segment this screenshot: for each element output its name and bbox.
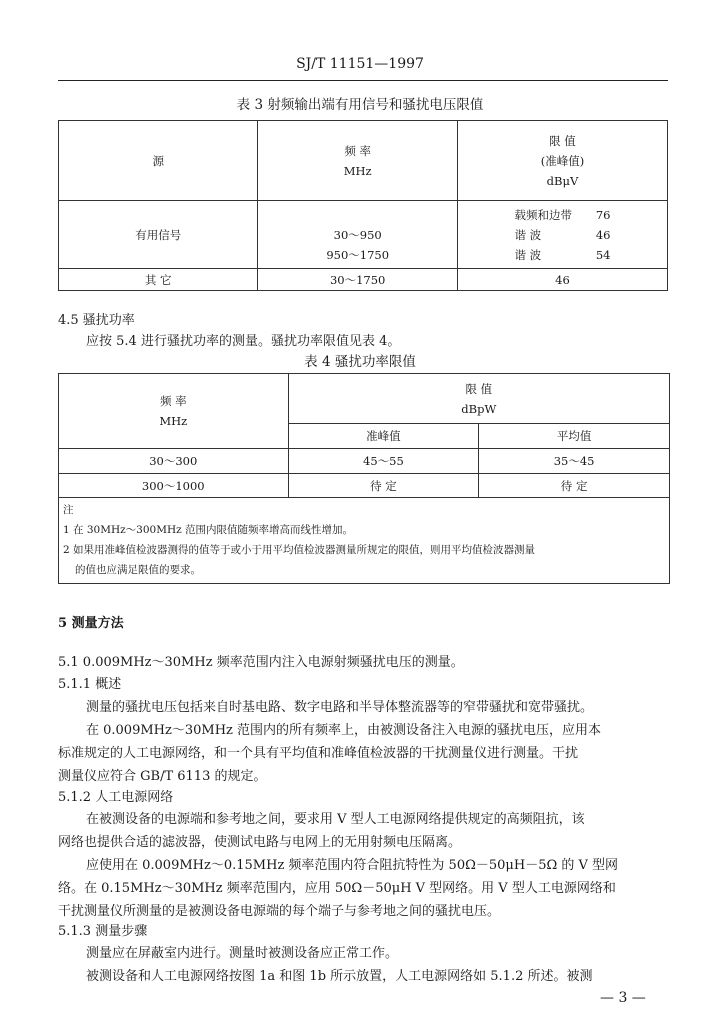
table3-row2-freq: 30～1750: [258, 269, 458, 291]
section-5-heading: 5 测量方法: [58, 616, 124, 631]
table4-row2-avg: 待 定: [479, 474, 670, 498]
table4: [58, 373, 670, 584]
table4-row1-freq: 30～300: [59, 449, 289, 474]
table3-caption: 表 3 射频输出端有用信号和骚扰电压限值: [236, 97, 484, 113]
section-4-5-text: 应按 5.4 进行骚扰功率的测量。骚扰功率限值见表 4。: [86, 334, 401, 349]
section-4-5-heading: 4.5 骚扰功率: [58, 313, 135, 328]
section-5-1-1-body: 测量的骚扰电压包括来自时基电路、数字电路和半导体整流器等的窄带骚扰和宽带骚扰。 在 0.009MHz～30MHz 范围内的所有频率上，由被测设备注入电源的骚扰电压，应用本 标准规定的人工电源网络，和一个具有平均值和准峰值检波器的干扰测量仪进行测量。干扰 测量仪应符合 GB/T 6113 的规定。: [58, 700, 602, 784]
standard-number: SJ/T 11151—1997: [296, 56, 424, 72]
table3-row2-limit: 46: [457, 269, 667, 291]
section-5-1-1-heading: 5.1.1 概述: [58, 677, 122, 692]
section-5-1-2-heading: 5.1.2 人工电源网络: [58, 790, 174, 805]
table4-header-qp: 准峰值: [288, 424, 479, 449]
table3-header-freq: 频 率 MHz: [258, 121, 458, 201]
section-5-1-2-body: 在被测设备的电源端和参考地之间，要求用 V 型人工电源网络提供规定的高频阻抗，该 网络也提供合适的滤波器，使测试电路与电网上的无用射频电压隔离。 应使用在 0.009MHz～0.15MHz 频率范围内符合阻抗特性为 50Ω－50μH－5Ω 的 V 型网 络。在 0.15MHz～30MHz 频率范围内，应用 50Ω－50μH V 型网络。用 V 型人工电源网络和 干扰测量仪所测量的是被测设备电源端的每个端子与参考地之间的骚扰电压。: [58, 812, 619, 919]
table3-row1-freq: 30～950 950～1750: [258, 201, 458, 269]
table4-row1-qp: 45～55: [288, 449, 479, 474]
table4-row1-avg: 35～45: [479, 449, 670, 474]
table4-notes: 注 1 在 30MHz～300MHz 范围内限值随频率增高而线性增加。 2 如果用准峰值检波器测得的值等于或小于用平均值检波器测量所规定的限值，则用平均值检波器测量 的值也应满足限值的要求。: [59, 498, 670, 584]
table4-row2-freq: 300～1000: [59, 474, 289, 498]
table4-row2-qp: 待 定: [288, 474, 479, 498]
table3-row2-source: 其 它: [59, 269, 258, 291]
table3-row1-source: 有用信号: [59, 201, 258, 269]
header-rule: [58, 80, 668, 81]
table3-header-limit: 限 值 (准峰值) dBμV: [457, 121, 667, 201]
section-5-1-heading: 5.1 0.009MHz～30MHz 频率范围内注入电源射频骚扰电压的测量。: [58, 655, 464, 670]
table3: [58, 120, 668, 291]
table3-header-source: 源: [59, 121, 258, 201]
section-5-1-3-body: 测量应在屏蔽室内进行。测量时被测设备应正常工作。 被测设备和人工电源网络按图 1a 和图 1b 所示放置，人工电源网络如 5.1.2 所述。被测: [86, 946, 593, 984]
table4-header-limit: 限 值 dBpW: [288, 374, 669, 424]
table4-caption: 表 4 骚扰功率限值: [304, 354, 416, 370]
table4-header-avg: 平均值: [479, 424, 670, 449]
table3-row1-limits: 载频和边带 76 谐 波 46 谐 波 54: [457, 201, 667, 269]
table4-header-freq: 频 率 MHz: [59, 374, 289, 449]
section-5-1-3-heading: 5.1.3 测量步骤: [58, 924, 148, 939]
page-number: — 3 —: [600, 990, 646, 1006]
